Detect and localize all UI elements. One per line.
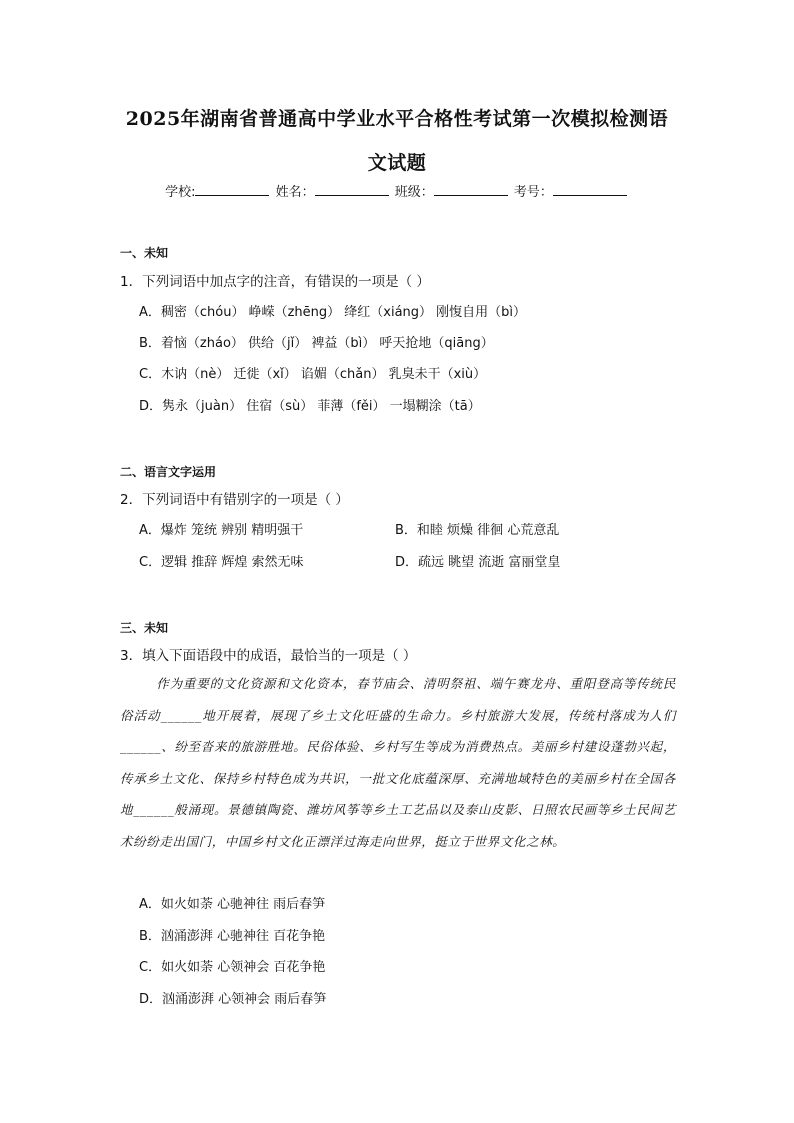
school-label: 学校: [165, 185, 196, 200]
q3-option-c: C．如火如荼 心领神会 百花争艳 [139, 960, 326, 975]
question-1: 1．下列词语中加点字的注音，有错误的一项是（ ） [120, 274, 430, 290]
q3-option-a: A．如火如荼 心驰神往 雨后春笋 [139, 897, 326, 912]
section-heading-2: 二、语言文字运用 [120, 465, 217, 479]
question-2: 2．下列词语中有错别字的一项是（ ） [120, 492, 349, 508]
q2-option-a: A．爆炸 笼统 辨别 精明强干 [139, 523, 304, 538]
q1-option-d: D．隽永（juàn） 住宿（sù） 菲薄（fěi） 一塌糊涂（tā） [139, 399, 481, 414]
exam-title-line-1: 2025年湖南省普通高中学业水平合格性考试第一次模拟检测语 [125, 108, 669, 130]
class-blank[interactable] [434, 183, 508, 196]
q3-option-b: B．汹涌澎湃 心驰神往 百花争艳 [139, 929, 326, 944]
q1-option-a: A．稠密（chóu） 峥嵘（zhēng） 绛红（xiáng） 刚愎自用（bì） [139, 305, 527, 320]
name-blank[interactable] [315, 183, 389, 196]
q2-option-b: B．和睦 烦燥 徘徊 心荒意乱 [395, 523, 560, 538]
exam-title-line-2: 文试题 [367, 152, 427, 174]
exam-number-label: 考号： [513, 185, 553, 200]
name-label: 姓名： [275, 185, 315, 200]
section-heading-1: 一、未知 [120, 246, 169, 260]
q1-option-c: C．木讷（nè） 迁徙（xǐ） 谄媚（chǎn） 乳臭未干（xiù） [139, 367, 487, 382]
reading-passage [120, 668, 676, 857]
student-info-row [0, 181, 794, 200]
q1-option-b: B．着恼（zháo） 供给（jǐ） 裨益（bì） 呼天抢地（qiāng） [139, 336, 494, 351]
school-blank[interactable] [195, 183, 269, 196]
question-3: 3．填入下面语段中的成语，最恰当的一项是（ ） [120, 648, 417, 664]
q2-option-c: C．逻辑 推辞 辉煌 索然无味 [139, 555, 304, 570]
q3-option-d: D．汹涌澎湃 心领神会 雨后春笋 [139, 992, 327, 1007]
section-heading-3: 三、未知 [120, 621, 169, 635]
class-label: 班级： [394, 185, 434, 200]
q2-option-d: D．疏远 眺望 流逝 富丽堂皇 [395, 555, 561, 570]
exam-number-blank[interactable] [553, 183, 627, 196]
passage-text: 作为重要的文化资源和文化资本，春节庙会、清明祭祖、端午赛龙舟、重阳登高等传统民俗活动______地开展着，展现了乡土文化旺盛的生命力。乡村旅游大发展，传统村落成为人们______、纷至沓来的旅游胜地。民俗体验、乡村写生等成为消费热点。美丽乡村建设蓬勃兴起，传承乡土文化、保持乡村特色成为共识，一批文化底蕴深厚、充满地域特色的美丽乡村在全国各地______般涌现。景德镇陶瓷、潍坊风筝等乡土工艺品以及泰山皮影、日照农民画等乡土民间艺术纷纷走出国门，中国乡村文化正漂洋过海走向世界，挺立于世界文化之林。 [120, 676, 676, 849]
